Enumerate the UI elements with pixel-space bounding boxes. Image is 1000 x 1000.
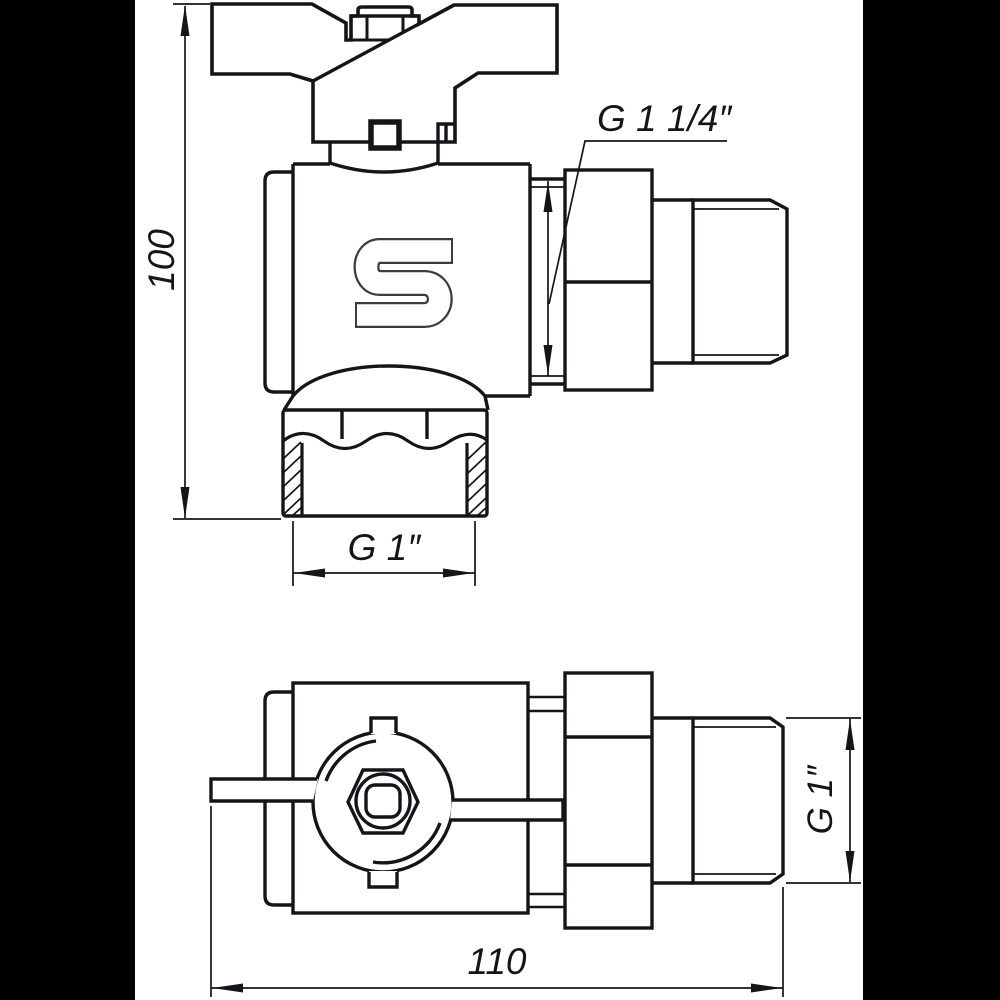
pillarbox-right (863, 0, 1000, 1000)
male-thread-front (652, 200, 787, 363)
union-thread-label: G 1 1/4″ (597, 98, 732, 139)
male-thread-dimension-text: G 1″ (801, 765, 840, 835)
female-cap (283, 410, 487, 516)
top-view (211, 673, 861, 997)
union-nut-front (565, 170, 652, 390)
union-nut-top (565, 673, 652, 928)
valve-handle-front (212, 4, 557, 148)
brand-logo (356, 238, 452, 328)
length-dimension-text: 110 (467, 941, 527, 982)
bottom-thread-dimension-text: G 1″ (347, 527, 421, 568)
male-thread-top (652, 718, 783, 883)
front-view (141, 4, 787, 586)
tailpiece-front (265, 172, 293, 392)
height-dimension-text: 100 (141, 229, 182, 291)
gland-neck (293, 142, 530, 172)
pillarbox-left (0, 0, 135, 1000)
handle-stem-square (371, 122, 399, 148)
